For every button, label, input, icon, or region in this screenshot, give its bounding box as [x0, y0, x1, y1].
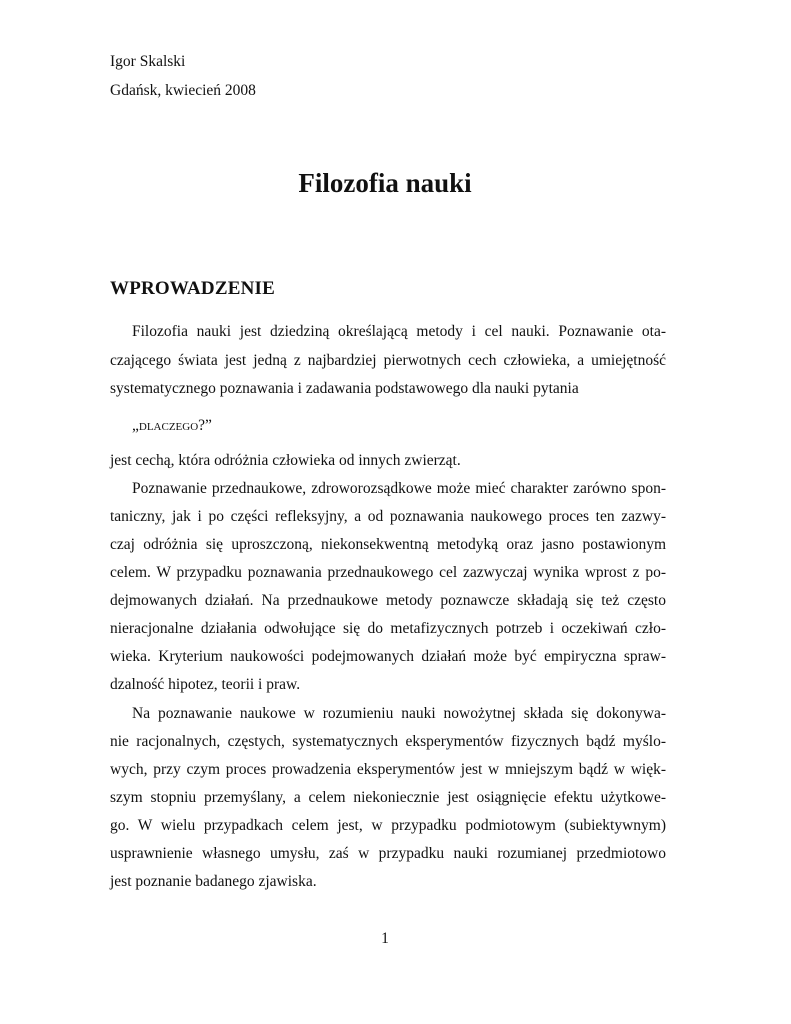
paragraph-3-line: jest poznanie badanego zjawiska.: [110, 873, 317, 890]
paragraph-2-line: celem. W przypadku poznawania przednaukowego cel zazwyczaj wynika wprost z po-: [110, 564, 666, 581]
paragraph-2-line: dejmowanych działań. Na przednaukowe metody poznawcze składają się też często: [110, 592, 666, 609]
quote-word: dlaczego: [138, 417, 199, 434]
paragraph-2-line: wieka. Kryterium naukowości podejmowanych działań może być empiryczna spraw-: [110, 648, 666, 665]
author-name: Igor Skalski: [110, 53, 186, 70]
paragraph-3-line: Na poznawanie naukowe w rozumieniu nauki nowożytnej składa się dokonywa-: [132, 705, 666, 722]
paragraph-2-line: dzalność hipotez, teorii i praw.: [110, 676, 301, 693]
page-number: 1: [381, 930, 389, 947]
document-title: Filozofia nauki: [298, 168, 472, 198]
section-heading: WPROWADZENIE: [110, 278, 275, 299]
paragraph-1-line: Filozofia nauki jest dziedziną określającą metody i cel nauki. Poznawanie ota-: [132, 323, 666, 340]
paragraph-2-line: taniczny, jak i po części refleksyjny, a od poznawania naukowego proces ten zazwy-: [110, 508, 666, 525]
paragraph-2-line: Poznawanie przednaukowe, zdroworozsądkowe może mieć charakter zarówno spon-: [132, 480, 666, 497]
paragraph-1-continuation: jest cechą, która odróżnia człowieka od innych zwierząt.: [110, 452, 461, 469]
place-date: Gdańsk, kwiecień 2008: [110, 82, 256, 99]
paragraph-1-line: systematycznego poznawania i zadawania podstawowego dla nauki pytania: [110, 380, 579, 397]
paragraph-3-line: szym stopniu przemyślany, a celem niekoniecznie jest osiągnięcie efektu użytkowe-: [110, 789, 666, 806]
paragraph-2-line: czaj odróżnia się uproszczoną, niekonsekwentną metodyką oraz jasno postawionym: [110, 536, 666, 553]
displayed-question: [132, 417, 212, 435]
paragraph-3-line: go. W wielu przypadkach celem jest, w przypadku podmiotowym (subiektywnym): [110, 817, 666, 834]
paragraph-3-line: wych, przy czym proces prowadzenia eksperymentów jest w mniejszym bądź w więk-: [110, 761, 666, 778]
quote-close-mark: ?”: [198, 417, 212, 434]
quote-open-mark: „: [132, 417, 139, 434]
paragraph-3-line: nie racjonalnych, częstych, systematycznych eksperymentów fizycznych bądź myślo-: [110, 733, 666, 750]
paragraph-3-line: usprawnienie własnego umysłu, zaś w przypadku nauki rozumianej przedmiotowo: [110, 845, 666, 862]
paragraph-1-line: czającego świata jest jedną z najbardziej pierwotnych cech człowieka, a umiejętność: [110, 352, 666, 369]
paragraph-2-line: nieracjonalne działania odwołujące się do metafizycznych potrzeb i oczekiwań czło-: [110, 620, 666, 637]
